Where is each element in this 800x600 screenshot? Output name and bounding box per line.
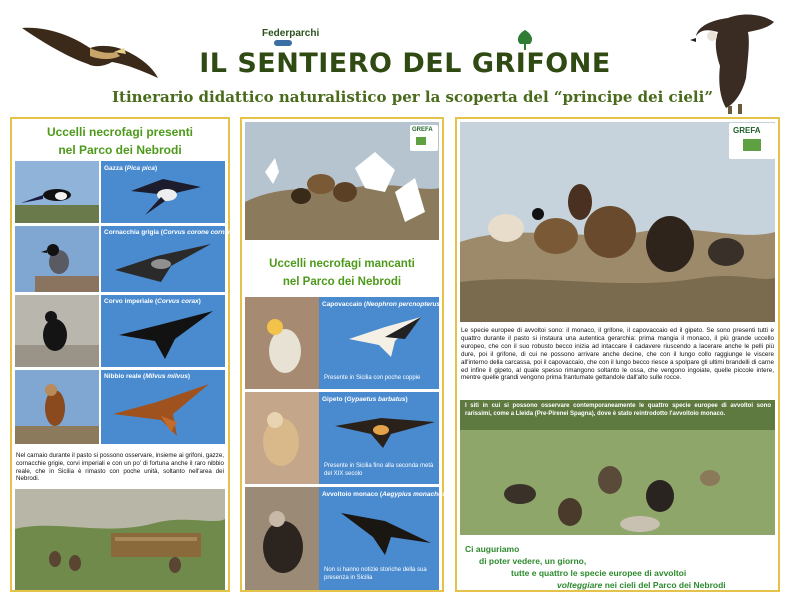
present-birds-heading: Uccelli necrofagi presenti nel Parco dei Nebrodi [46,125,194,157]
cinereous-vulture-note: Non si hanno notizie storiche della sua presenza in Sicilia [324,567,427,581]
red-kite-photo-left [15,370,99,444]
bearded-vulture-note: Presente in Sicilia fino alla seconda metà del XIX secolo [324,463,434,477]
hooded-crow-photo-left [15,226,99,292]
present-birds-panel [10,117,233,592]
closing-line-3: tutte e quattro le specie europee di avvoltoi [511,568,687,578]
lleida-text: I siti in cui si possono osservare contemporaneamente le quattro specie europee di avvoltoi sono rarissimi, come a Lleida (Pre-Pirenei Spagna), dove è stato reintrodotto l'avvoltoio monaco. [465,403,771,417]
four-vultures-painting [460,122,775,322]
hooded-crow-caption: Cornacchia grigia (Corvus corone cornix) [104,229,233,236]
cinereous-vulture-caption: Avvoltoio monaco (Aegypius monachus) [322,491,448,498]
red-kite-caption: Nibbio reale (Milvus milvus) [104,373,190,380]
european-vultures-panel [455,117,780,592]
magpie-photo-left [15,161,99,223]
raven-caption: Corvo imperiale (Corvus corax) [104,298,201,305]
vulture-hierarchy-text: Le specie europee di avvoltoi sono: il monaco, il grifone, il capovaccaio ed il gipeto. Se sono presenti tutti e quattro durante il pasto si instaura una autentica gerarchia: prima mangia il monaco, il più grande uccello europeo, che con il suo robusto becco inizia ad intaccare il cadavere riuscendo a lacerare anche le pelli più dure, poi il grifone, di cui ne possono arrivare anche decine, che con il lungo collo raggiunge le viscere all'interno della carcassa, poi il capovaccaio, che con il lungo becco riesce a spolpare gli ultimi brandelli di carne ed infine il gipeto, al quale spesso rimangono soltanto le ossa, che vengono ingoiate, quelle piccole intere, mentre quelle grandi vengono prima frantumate gettandole dall'alto sulle rocce. [461,327,774,382]
feeding-site-photo [15,489,225,590]
grefa-logo-right: GREFA [729,123,775,159]
federparchi-logo [262,28,332,50]
eagle-illustration [20,8,160,86]
missing-birds-panel [240,117,448,592]
missing-birds-heading: Uccelli necrofagi mancanti nel Parco dei Nebrodi [269,258,415,288]
egyptian-vulture-caption: Capovaccaio (Neophron percnopterus) [322,301,443,308]
page-subtitle: Itinerario didattico naturalistico per la scoperta del “principe dei cieli” [112,88,713,106]
closing-line-4: volteggiare nei cieli del Parco dei Nebrodi [557,580,726,590]
present-birds-text: Nel carnaio durante il pasto si possono osservare, insieme ai grifoni, gazze, cornacchie grigie, corvi imperiali e con un po' di fortuna anche il raro nibbio reale, che in Sicilia è rimasto con poche unità, soltanto nell'area dei Nebrodi. [16,452,224,483]
magpie-caption: Gazza (Pica pica) [104,165,158,172]
red-kite-photo-right [101,370,225,444]
egyptian-vulture-note: Presente in Sicilia con poche coppie [324,375,421,381]
page-title: IL SENTIERO DEL GRIFONE [199,48,611,79]
lleida-field-photo [460,400,775,535]
raven-photo-right [101,295,225,367]
raven-photo-left [15,295,99,367]
closing-line-2: di poter vedere, un giorno, [479,556,587,566]
bearded-vulture-caption: Gipeto (Gypaetus barbatus) [322,396,408,403]
closing-line-1: Ci auguriamo [465,544,520,554]
federparchi-logo-text: Federparchi [262,28,320,39]
grefa-logo-mid: GREFA [410,125,438,151]
